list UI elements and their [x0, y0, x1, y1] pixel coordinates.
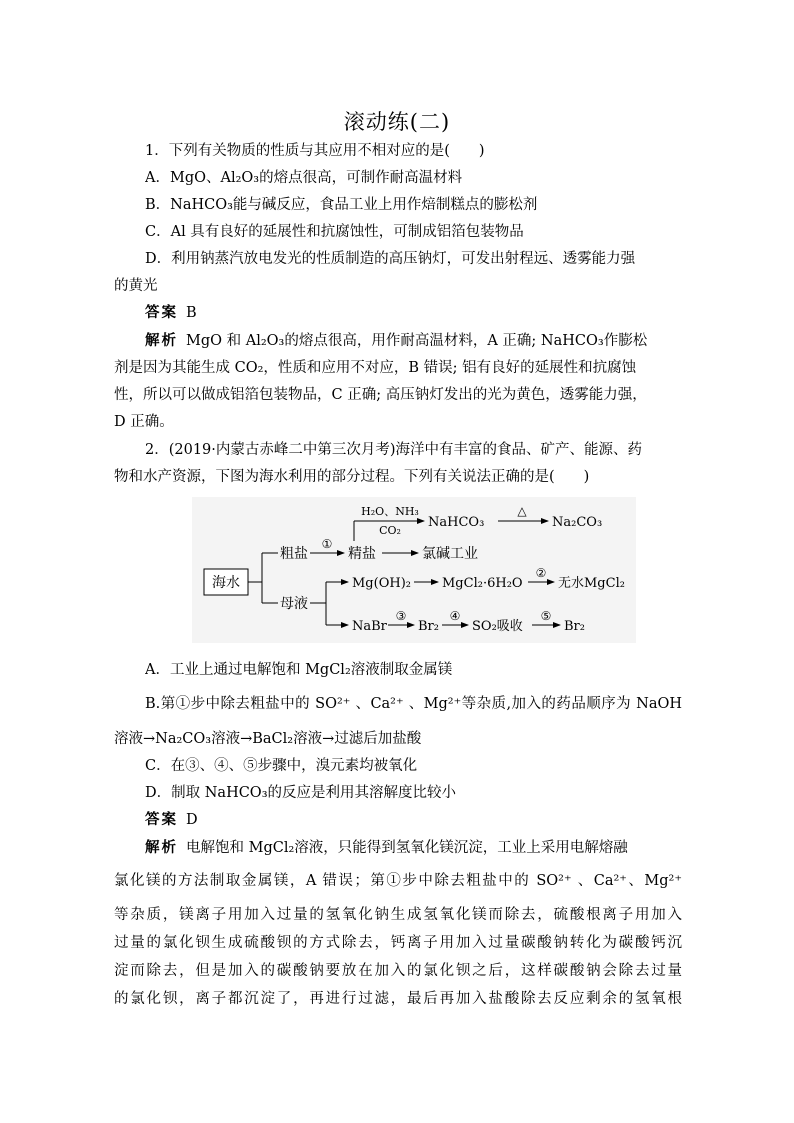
- refined-salt-label: 精盐: [348, 546, 376, 562]
- q1-option-a: A．MgO、Al₂O₃的熔点很高，可制作耐高温材料: [145, 170, 463, 186]
- q1-analysis-line-4: D 正确。: [114, 414, 174, 430]
- q2-analysis-line-5: 淀而除去，但是加入的碳酸钠要放在加入的氯化钡之后，这样碳酸钠会除去过量: [114, 963, 682, 979]
- q2-option-b: B.第①步中除去粗盐中的 SO²⁺ 、Ca²⁺ 、Mg²⁺等杂质,加入的药品顺序为 NaOH: [145, 696, 682, 712]
- nahco3-label: NaHCO₃: [428, 515, 485, 530]
- q1-stem: 1．下列有关物质的性质与其应用不相对应的是( ): [145, 143, 485, 159]
- heat-symbol: △: [517, 504, 527, 518]
- q2-analysis-line-2: 氯化镁的方法制取金属镁，A 错误；第①步中除去粗盐中的 SO²⁺ 、Ca²⁺、Mg²⁺: [114, 873, 682, 889]
- q2-option-d: D．制取 NaHCO₃的反应是利用其溶解度比较小: [145, 785, 457, 801]
- chlor-alkali-label: 氯碱工业: [422, 546, 478, 562]
- co2-label: CO₂: [379, 524, 401, 537]
- q2-analysis-line-3: 等杂质，镁离子用加入过量的氢氧化钠生成氢氧化镁而除去，硫酸根离子用加入: [114, 907, 682, 923]
- step1-label: ①: [321, 537, 333, 551]
- q2-answer: D: [186, 812, 198, 828]
- nabr-label: NaBr: [352, 619, 387, 634]
- q1-answer: B: [186, 305, 197, 321]
- q1-analysis-line-1: [145, 331, 682, 351]
- step4-label: ④: [449, 609, 461, 623]
- crude-salt-label: 粗盐: [280, 546, 308, 562]
- q2-analysis-label: 解析: [145, 840, 178, 856]
- q1-option-c: C．Al 具有良好的延展性和抗腐蚀性，可制成铝箔包装物品: [145, 224, 524, 240]
- q2-stem-line-2: 物和水产资源，下图为海水利用的部分过程。下列有关说法正确的是( ): [114, 469, 590, 485]
- q1-analysis-line-3: 性，所以可以做成铝箔包装物品，C 正确; 高压钠灯发出的光为黄色，透雾能力强，: [114, 387, 647, 403]
- mgoh2-label: Mg(OH)₂: [352, 576, 411, 591]
- seawater-label: 海水: [212, 575, 240, 591]
- seawater-process-diagram: [192, 497, 636, 643]
- br2-first-label: Br₂: [418, 619, 439, 634]
- q2-analysis-text-1: 电解饱和 MgCl₂溶液，只能得到氢氧化镁沉淀，工业上采用电解熔融: [186, 840, 628, 856]
- na2co3-label: Na₂CO₃: [552, 515, 603, 530]
- q2-analysis-line-4: 过量的氯化钡生成硫酸钡的方式除去，钙离子用加入过量碳酸钠转化为碳酸钙沉: [114, 935, 682, 951]
- q2-analysis-line-6: 的氯化钡，离子都沉淀了，再进行过滤，最后再加入盐酸除去反应剩余的氢氧根: [114, 991, 682, 1007]
- q2-stem-line-1: 2．(2019·内蒙古赤峰二中第三次月考)海洋中有丰富的食品、矿产、能源、药: [145, 442, 643, 458]
- q2-answer-label: 答案: [145, 812, 178, 828]
- q2-option-a: A．工业上通过电解饱和 MgCl₂溶液制取金属镁: [145, 662, 453, 678]
- q1-option-d-continued: 的黄光: [114, 278, 158, 294]
- q1-analysis-text-1: MgO 和 Al₂O₃的熔点很高，用作耐高温材料，A 正确; NaHCO₃作膨松: [186, 333, 648, 349]
- q2-analysis-line-1: [145, 838, 682, 858]
- q2-option-b-continued: 溶液→Na₂CO₃溶液→BaCl₂溶液→过滤后加盐酸: [114, 731, 422, 747]
- mgcl2-hydrate-label: MgCl₂·6H₂O: [442, 576, 523, 591]
- step3-label: ③: [395, 609, 407, 623]
- mother-liquor-label: 母液: [280, 596, 308, 612]
- q2-answer-line: [145, 810, 682, 830]
- reagents-label: H₂O、NH₃: [361, 505, 419, 518]
- q1-option-d: D．利用钠蒸汽放电发光的性质制造的高压钠灯，可发出射程远、透雾能力强: [145, 251, 636, 267]
- br2-second-label: Br₂: [564, 619, 585, 634]
- step5-label: ⑤: [540, 609, 552, 623]
- step2-label: ②: [535, 566, 547, 580]
- so2-absorb-label: SO₂吸收: [472, 619, 523, 634]
- q1-answer-label: 答案: [145, 305, 178, 321]
- q1-answer-line: [145, 303, 682, 323]
- q1-analysis-line-2: 剂是因为其能生成 CO₂，性质和应用不对应，B 错误; 铝有良好的延展性和抗腐蚀: [114, 360, 637, 376]
- page-title: 滚动练(二): [343, 110, 451, 134]
- q1-analysis-label: 解析: [145, 333, 178, 349]
- q1-option-b: B．NaHCO₃能与碱反应，食品工业上用作焙制糕点的膨松剂: [145, 197, 538, 213]
- q2-option-c: C．在③、④、⑤步骤中，溴元素均被氧化: [145, 758, 418, 774]
- anhydrous-mgcl2-label: 无水MgCl₂: [558, 576, 625, 591]
